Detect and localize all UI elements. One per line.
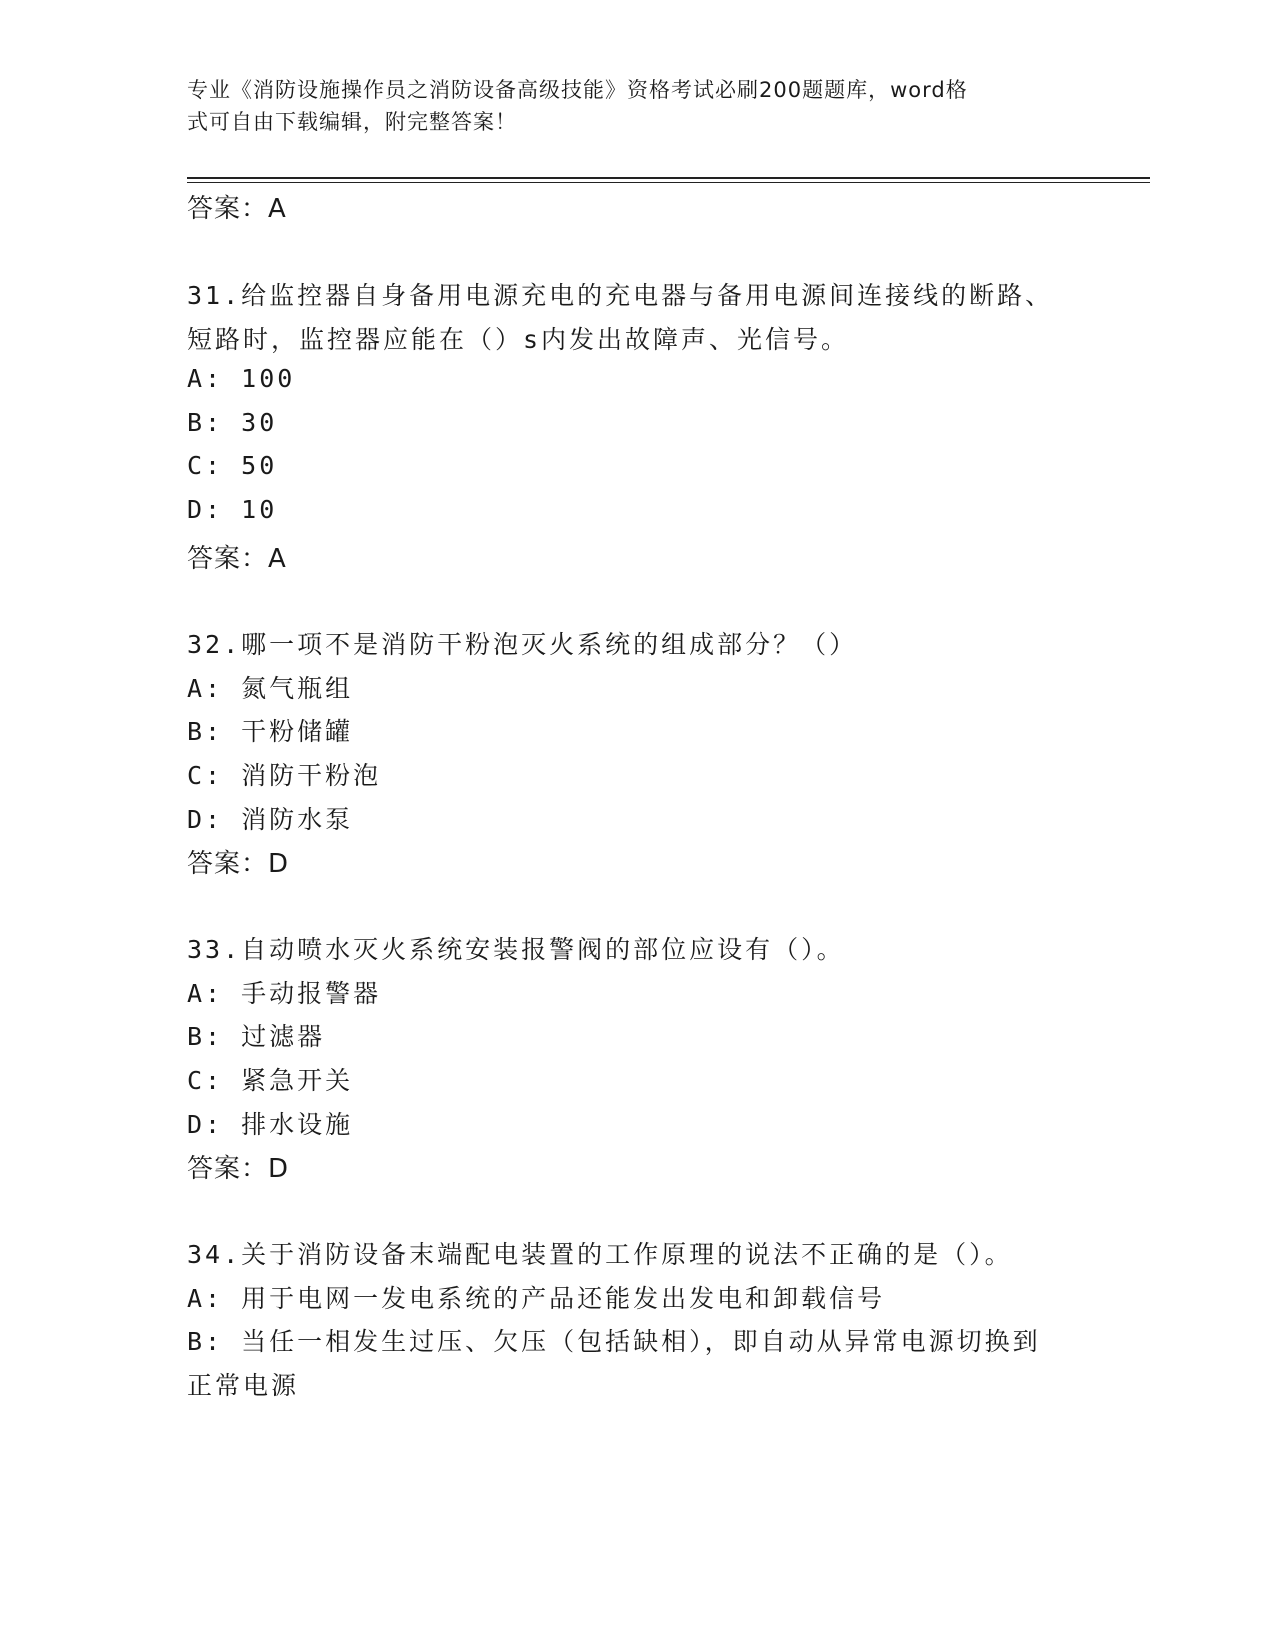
header-divider-thick bbox=[187, 177, 1150, 179]
question-31-option-a: A: 100 bbox=[187, 364, 296, 393]
question-33-option-a: A: 手动报警器 bbox=[187, 979, 382, 1008]
header-line-1: 专业《消防设施操作员之消防设备高级技能》资格考试必刷200题题库，word格 bbox=[187, 78, 968, 102]
question-34-option-b-line-2: 正常电源 bbox=[187, 1371, 300, 1400]
question-34-option-a: A: 用于电网一发电系统的产品还能发出发电和卸载信号 bbox=[187, 1284, 886, 1313]
answer-previous: 答案：A bbox=[187, 194, 287, 224]
question-33-option-b: B: 过滤器 bbox=[187, 1022, 326, 1051]
question-32-stem: 32.哪一项不是消防干粉泡灭火系统的组成部分？（） bbox=[187, 630, 858, 659]
page-header bbox=[187, 74, 1067, 138]
question-33-answer: 答案：D bbox=[187, 1154, 290, 1184]
header-line-2: 式可自由下载编辑，附完整答案！ bbox=[187, 110, 517, 134]
question-32-option-d: D: 消防水泵 bbox=[187, 805, 354, 834]
header-divider-thin bbox=[187, 182, 1150, 183]
question-32-answer: 答案：D bbox=[187, 849, 290, 879]
question-32-option-a: A: 氮气瓶组 bbox=[187, 674, 354, 703]
question-31-stem-line-2: 短路时，监控器应能在（）s内发出故障声、光信号。 bbox=[187, 325, 850, 354]
question-31-option-c: C: 50 bbox=[187, 451, 278, 480]
question-34-stem: 34.关于消防设备末端配电装置的工作原理的说法不正确的是（）。 bbox=[187, 1240, 1013, 1269]
question-31-option-b: B: 30 bbox=[187, 408, 278, 437]
question-34-option-b-line-1: B: 当任一相发生过压、欠压（包括缺相），即自动从异常电源切换到 bbox=[187, 1327, 1041, 1356]
question-32-option-c: C: 消防干粉泡 bbox=[187, 761, 382, 790]
question-31-option-d: D: 10 bbox=[187, 495, 278, 524]
question-31-stem-line-1: 31.给监控器自身备用电源充电的充电器与备用电源间连接线的断路、 bbox=[187, 281, 1054, 310]
question-33-stem: 33.自动喷水灭火系统安装报警阀的部位应设有（）。 bbox=[187, 935, 845, 964]
question-32-option-b: B: 干粉储罐 bbox=[187, 717, 354, 746]
question-33-option-d: D: 排水设施 bbox=[187, 1110, 354, 1139]
question-31-answer: 答案：A bbox=[187, 544, 287, 574]
question-33-option-c: C: 紧急开关 bbox=[187, 1066, 354, 1095]
